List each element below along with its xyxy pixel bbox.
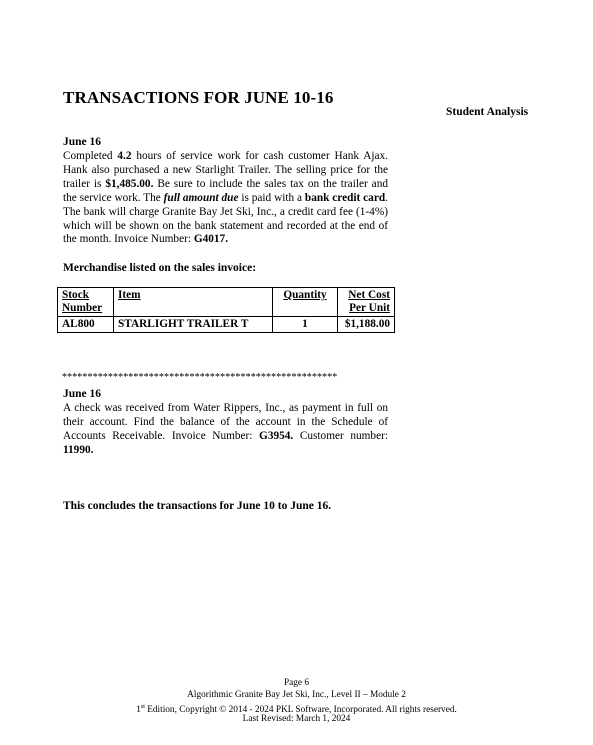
page-title: TRANSACTIONS FOR JUNE 10-16: [63, 88, 334, 107]
col-net-cost: Net Cost Per Unit: [338, 288, 395, 317]
entry2-date: June 16: [63, 388, 102, 400]
entry1-paragraph: Completed 4.2 hours of service work for cash customer Hank Ajax. Hank also purchased a new Starlight Trailer. The selling price for the trailer is $1,485.00. Be sure to include the sales tax on the trailer and the service work. The full amount due is paid with a bank credit card. The bank will charge Granite Bay Jet Ski, Inc., a credit card fee (1-4%) which will be shown on the bank statement and recorded at the end of the month. Invoice Number: G4017.: [63, 150, 388, 246]
merchandise-table: [57, 287, 395, 333]
cell-cost: $1,188.00: [338, 317, 395, 333]
col-quantity: Quantity: [273, 288, 338, 317]
entry2-paragraph: A check was received from Water Rippers, Inc., as payment in full on their account. Find the balance of the account in the Schedule of Accounts Receivable. Invoice Number: G3954. Customer number: 11990.: [63, 402, 388, 456]
col-item: Item: [114, 288, 273, 317]
entry1-date: June 16: [63, 136, 102, 148]
conclusion: This concludes the transactions for June 10 to June 16.: [63, 500, 332, 512]
cell-item: STARLIGHT TRAILER T: [114, 317, 273, 333]
student-analysis-label: Student Analysis: [446, 106, 529, 118]
table-row: [58, 317, 395, 333]
footer-title: Algorithmic Granite Bay Jet Ski, Inc., Level II – Module 2: [187, 690, 406, 700]
merchandise-heading: Merchandise listed on the sales invoice:: [63, 262, 257, 274]
separator: ******************************************************: [62, 372, 338, 383]
cell-quantity: 1: [273, 317, 338, 333]
cell-stock: AL800: [58, 317, 114, 333]
footer-copyright: 1st Edition, Copyright © 2014 - 2024 PKL Software, Incorporated. All rights reserved.: [136, 704, 457, 716]
table-header-row: [58, 288, 395, 317]
footer-revised: Last Revised: March 1, 2024: [242, 714, 351, 724]
footer-page: Page 6: [283, 678, 310, 688]
col-stock-number: Stock Number: [58, 288, 114, 317]
